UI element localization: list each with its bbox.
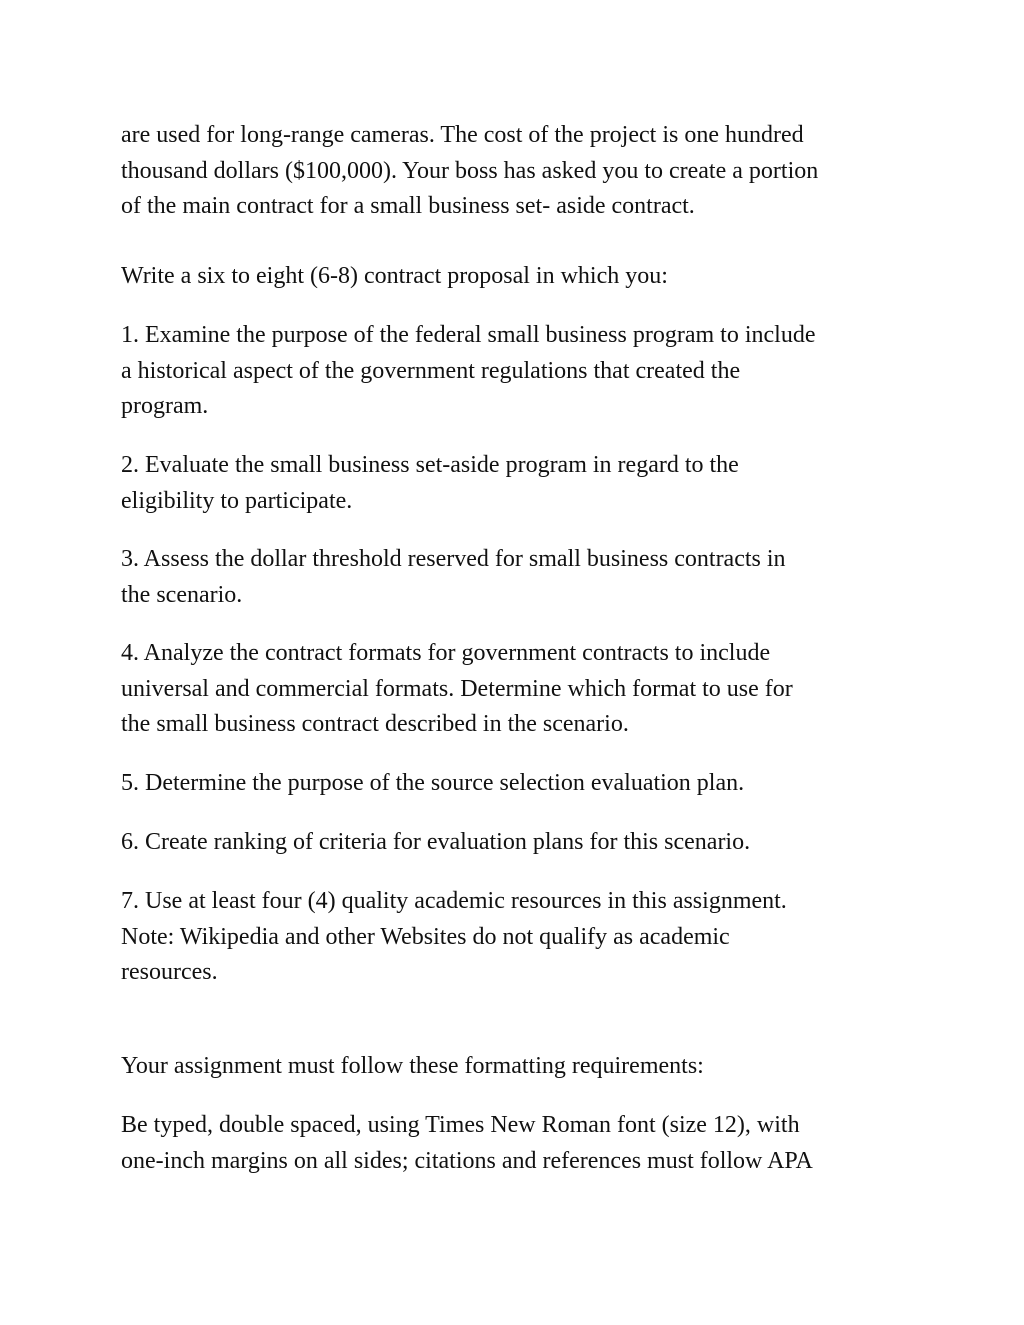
list-item-6 (121, 825, 921, 861)
list-item-line: 3. Assess the dollar threshold reserved for small business contracts in (121, 546, 786, 572)
list-item-3 (121, 542, 921, 613)
list-item-line: resources. (121, 959, 218, 985)
list-item-line: 5. Determine the purpose of the source selection evaluation plan. (121, 770, 745, 796)
prompt-paragraph (121, 259, 921, 295)
list-item-line: 4. Analyze the contract formats for government contracts to include (121, 640, 771, 666)
list-item-line: eligibility to participate. (121, 487, 353, 514)
list-item-7 (121, 884, 921, 991)
intro-line: are used for long-range cameras. The cost of the project is one hundred (121, 122, 804, 148)
prompt-line: Write a six to eight (6-8) contract proposal in which you: (121, 263, 668, 289)
list-item-line: Note: Wikipedia and other Websites do not qualify as academic (121, 923, 730, 950)
list-item-2 (121, 448, 921, 519)
list-item-line: 7. Use at least four (4) quality academic resources in this assignment. (121, 888, 787, 914)
list-item-5 (121, 766, 921, 802)
list-item-1 (121, 318, 921, 425)
formatting-body (121, 1108, 921, 1179)
list-item-line: 6. Create ranking of criteria for evaluation plans for this scenario. (121, 829, 751, 855)
list-item-line: the small business contract described in the scenario. (121, 711, 629, 737)
list-item-line: universal and commercial formats. Determine which format to use for (121, 675, 793, 702)
list-item-line: program. (121, 393, 209, 419)
formatting-heading-line: Your assignment must follow these formatting requirements: (121, 1053, 704, 1079)
intro-paragraph (121, 118, 921, 225)
list-item-line: 1. Examine the purpose of the federal small business program to include (121, 322, 816, 348)
intro-line: of the main contract for a small business set- aside contract. (121, 193, 695, 219)
intro-line: thousand dollars ($100,000). Your boss has asked you to create a portion (121, 157, 819, 184)
list-item-line: a historical aspect of the government regulations that created the (121, 357, 741, 384)
list-item-4 (121, 636, 921, 743)
formatting-body-line: Be typed, double spaced, using Times New Roman font (size 12), with (121, 1112, 800, 1138)
formatting-body-line: one-inch margins on all sides; citations and references must follow APA (121, 1147, 813, 1174)
list-item-line: the scenario. (121, 581, 243, 608)
list-item-line: 2. Evaluate the small business set-aside program in regard to the (121, 452, 739, 478)
formatting-heading (121, 1049, 921, 1085)
